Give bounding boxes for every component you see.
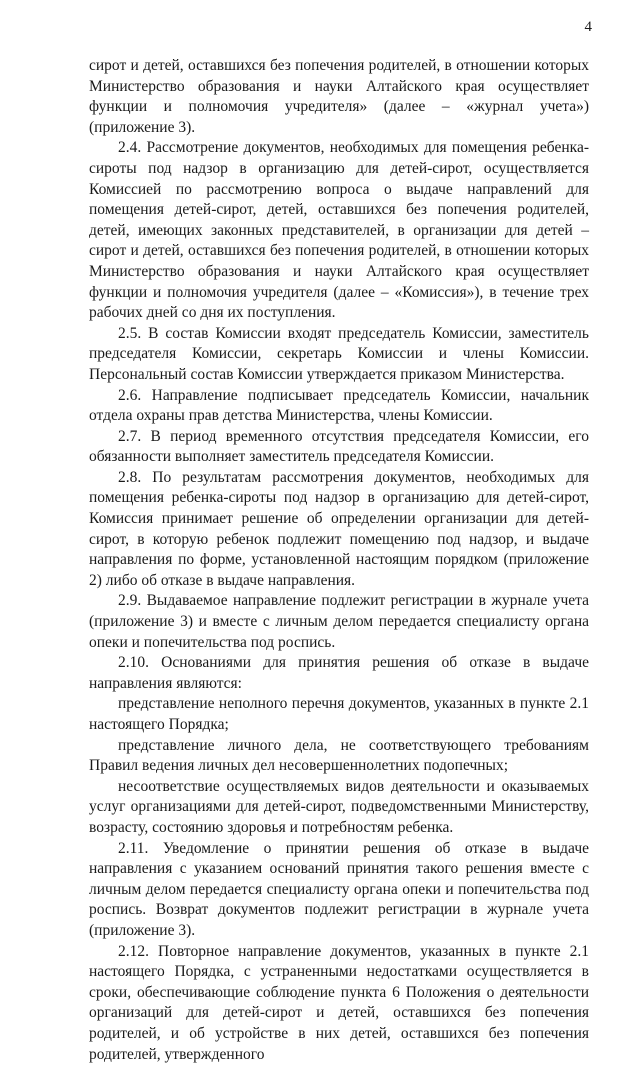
paragraph-2-10-item-a: представление неполного перечня документов, указанных в пункте 2.1 настоящего Порядка; — [89, 695, 589, 733]
document-body — [89, 56, 589, 1065]
paragraph-2-12: 2.12. Повторное направление документов, указанных в пункте 2.1 настоящего Порядка, с устраненными недостатками осуществляется в сроки, обеспечивающие соблюдение пункта 6 Положения о деятельности организаций для детей-сирот и детей, оставшихся без попечения родителей, и об устройстве в них детей, оставшихся без попечения родителей, утвержденного — [89, 942, 589, 1063]
paragraph-2-11: 2.11. Уведомление о принятии решения об отказе в выдаче направления с указанием оснований принятия такого решения вместе с личным делом передается специалисту органа опеки и попечительства под роспись. Возврат документов подлежит регистрации в журнале учета (приложение 3). — [89, 839, 589, 939]
paragraph-2-10: 2.10. Основаниями для принятия решения об отказе в выдаче направления являются: — [89, 654, 589, 692]
paragraph-2-6: 2.6. Направление подписывает председатель Комиссии, начальник отдела охраны прав детства Министерства, члены Комиссии. — [89, 386, 589, 425]
paragraph-continuation: сирот и детей, оставшихся без попечения родителей, в отношении которых Министерство образования и науки Алтайского края осуществляет функции и полномочия учредителя» (далее – «журнал учета») (приложение 3). — [89, 57, 589, 136]
paragraph-2-8: 2.8. По результатам рассмотрения документов, необходимых для помещения ребенка-сироты под надзор в организацию для детей-сирот, Комиссия принимает решение об определении организации для детей-сирот, в которую ребенок подлежит помещению под надзор, и выдаче направления по форме, установленной настоящим порядком (приложение 2) либо об отказе в выдаче направления. — [89, 468, 589, 589]
paragraph-2-4: 2.4. Рассмотрение документов, необходимых для помещения ребенка-сироты под надзор в организацию для детей-сирот, осуществляется Комиссией по рассмотрению вопроса о выдаче направлений для помещения детей-сирот, детей, оставшихся без попечения родителей, детей, имеющих законных представителей, в организации для детей – сирот и детей, оставшихся без попечения родителей, в отношении которых Министерство образования и науки Алтайского края осуществляет функции и полномочия учредителя (далее – «Комиссия»), в течение трех рабочих дней со дня их поступления. — [89, 139, 589, 322]
paragraph-2-9: 2.9. Выдаваемое направление подлежит регистрации в журнале учета (приложение 3) и вместе с личным делом передается специалисту органа опеки и попечительства под роспись. — [89, 592, 589, 651]
paragraph-2-5: 2.5. В состав Комиссии входят председатель Комиссии, заместитель председателя Комиссии, секретарь Комиссии и члены Комиссии. Персональный состав Комиссии утверждается приказом Министерства. — [89, 324, 589, 383]
paragraph-2-10-item-b: представление личного дела, не соответствующего требованиям Правил ведения личных дел несовершеннолетних подопечных; — [89, 736, 589, 775]
page-number: 4 — [584, 19, 592, 35]
paragraph-2-7: 2.7. В период временного отсутствия председателя Комиссии, его обязанности выполняет заместитель председателя Комиссии. — [89, 427, 589, 466]
paragraph-2-10-item-c: несоответствие осуществляемых видов деятельности и оказываемых услуг организациями для детей-сирот, подведомственными Министерству, возрасту, состоянию здоровья и потребностям ребенка. — [89, 777, 589, 836]
